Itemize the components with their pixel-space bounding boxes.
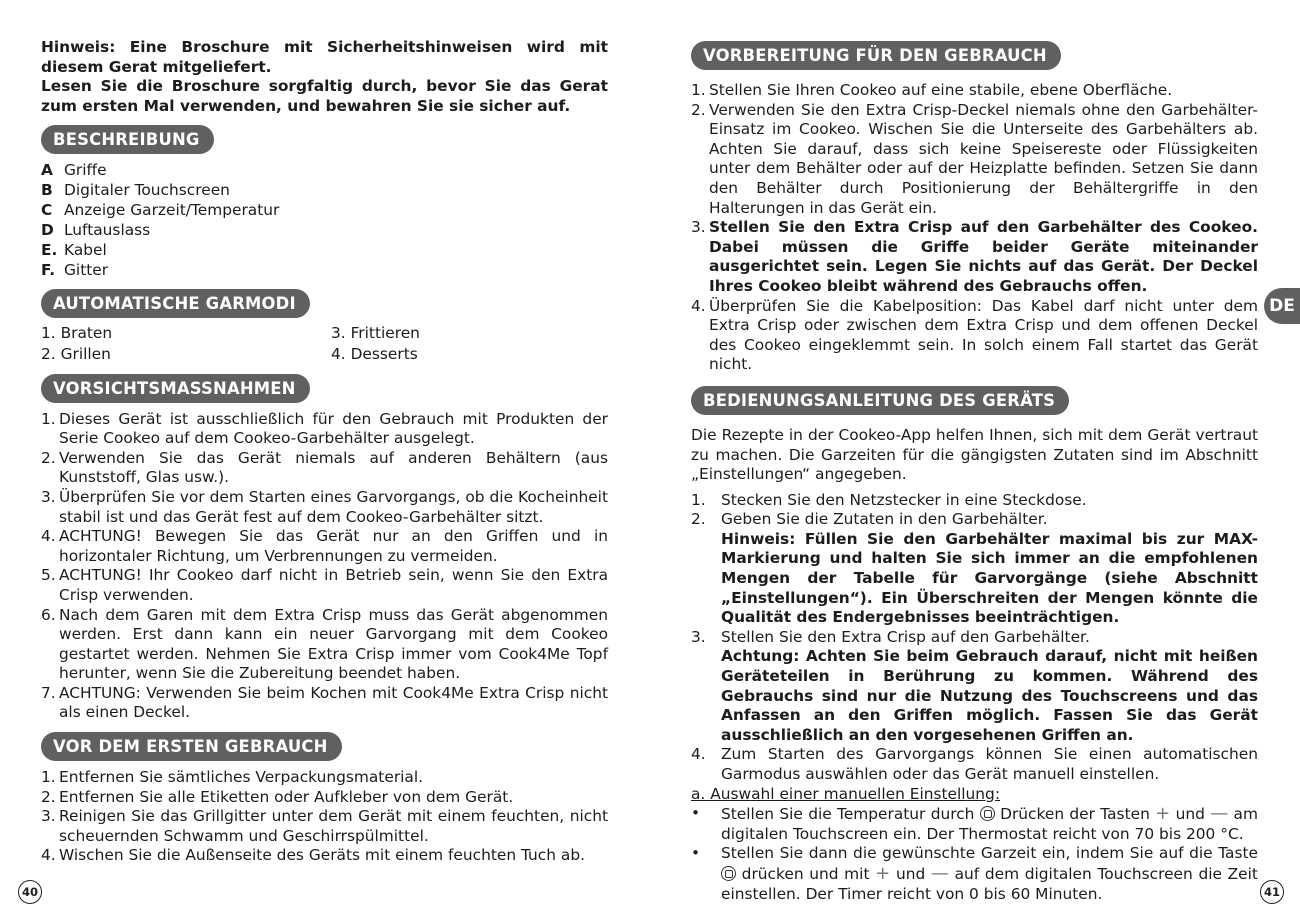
- temperature-button-icon: [980, 806, 995, 821]
- list-item: E. Kabel: [41, 241, 107, 260]
- list-item: 1. Dieses Gerät ist ausschließlich für den Gebrauch mit Produkten der Serie Cookeo auf dem Cookeo-Garbehälter ausgelegt.: [41, 409, 608, 448]
- list-item: 2. Verwenden Sie den Extra Crisp-Deckel niemals ohne den Garbehälter-Einsatz im Cookeo. Wischen Sie die Unterseite des Garbehälters ab. Achten Sie darauf, dass sich keine Speisereste oder Flüssigkeiten unter dem Behälter oder auf der Heizplatte befinden. Setzen Sie dann den Behälter durch Positionierung der Behältergriffe in den Halterungen in das Gerät ein.: [691, 100, 1258, 217]
- list-item: 3. Stellen Sie den Extra Crisp auf den Garbehälter. Achtung: Achten Sie beim Gebrauch darauf, nicht mit heißen Geräteteilen in Berührung zu kommen. Während des Gebrauchs sind nur die Nutzung des Touchscreens und das Anfassen an den Griffen möglich. Fassen Sie das Gerät ausschließlich an den vorgesehenen Griffen an.: [691, 627, 1258, 744]
- list-item: 4. Überprüfen Sie die Kabelposition: Das Kabel darf nicht unter dem Extra Crisp oder zwischen dem Extra Crisp und dem offenen Deckel des Cookeo eingeklemmt sein. In solch einem Fall startet das Gerät nicht.: [691, 296, 1258, 374]
- mode-item: 1. Braten: [41, 324, 113, 343]
- intro-line-1: Hinweis: Eine Broschure mit Sicherheitshinweisen wird mit diesem Gerat mitgeliefert.: [41, 38, 608, 76]
- page-number-right: 41: [1260, 880, 1284, 904]
- step-note: Hinweis: Füllen Sie den Garbehälter maximal bis zur MAX-Markierung und halten Sie sich immer an die empfohlenen Mengen der Tabelle für Garvorgänge (siehe Abschnitt „Einstellungen“). Ein Überschreiten der Mengen könnte die Qualität des Endergebnisses beeinträchtigen.: [721, 529, 1258, 627]
- list-item: 2. Geben Sie die Zutaten in den Garbehälter. Hinweis: Füllen Sie den Garbehälter maximal bis zur MAX-Markierung und halten Sie sich immer an die empfohlenen Mengen der Tabelle für Garvorgänge (siehe Abschnitt „Einstellungen“). Ein Überschreiten der Mengen könnte die Qualität des Endergebnisses beeinträchtigen.: [691, 510, 1258, 627]
- page-number-left: 40: [18, 880, 42, 904]
- section-title-beschreibung: BESCHREIBUNG: [41, 125, 214, 154]
- description-list: [41, 160, 608, 280]
- operation-intro: Die Rezepte in der Cookeo-App helfen Ihnen, sich mit dem Gerät vertraut zu machen. Die Garzeiten für die gängigsten Zutaten sind im Abschnitt „Einstellungen“ angegeben.: [691, 425, 1258, 484]
- step-text: Geben Sie die Zutaten in den Garbehälter.: [721, 510, 1048, 529]
- step-note: Achtung: Achten Sie beim Gebrauch darauf, nicht mit heißen Geräteteilen in Berührung zu kommen. Während des Gebrauchs sind nur die Nutzung des Touchscreens und das Anfassen an den Griffen möglich. Fassen Sie das Gerät ausschließlich an den vorgesehenen Griffen an.: [721, 647, 1258, 744]
- minus-icon: —: [930, 862, 949, 884]
- list-item: 2. Entfernen Sie alle Etiketten oder Aufkleber von dem Gerät.: [41, 787, 514, 806]
- list-item: 3. Überprüfen Sie vor dem Starten eines Garvorgangs, ob die Kocheinheit stabil ist und das Gerät fest auf dem Cookeo-Garbehälter sitzt.: [41, 487, 608, 526]
- plus-icon: +: [1155, 803, 1171, 825]
- minus-icon: —: [1210, 803, 1229, 825]
- list-item: • Stellen Sie die Temperatur durch Drücken der Tasten + und — am digitalen Touchscreen ein. Der Thermostat reicht von 70 bis 200 °C.: [691, 803, 1258, 843]
- mode-item: 2. Grillen: [41, 344, 111, 363]
- language-tab: DE: [1264, 288, 1300, 324]
- list-item: 7. ACHTUNG: Verwenden Sie beim Kochen mit Cook4Me Extra Crisp nicht als einen Deckel.: [41, 683, 608, 722]
- list-item: 3. Stellen Sie den Extra Crisp auf den Garbehälter des Cookeo. Dabei müssen die Griffe beider Geräte miteinander ausgerichtet sein. Legen Sie nichts auf das Gerät. Der Deckel Ihres Cookeo bleibt während des Gebrauchs offen.: [691, 218, 1258, 295]
- list-item: C Anzeige Garzeit/Temperatur: [41, 201, 280, 220]
- step-text: Stellen Sie den Extra Crisp auf den Garbehälter.: [721, 627, 1090, 646]
- safety-intro: [41, 38, 608, 116]
- section-garmodi: [41, 289, 608, 364]
- section-title-vorsicht: VORSICHTSMASSNAHMEN: [41, 374, 310, 403]
- operation-steps: [691, 491, 1258, 785]
- plus-icon: +: [875, 862, 891, 884]
- left-page: [41, 38, 608, 866]
- list-item: 6. Nach dem Garen mit dem Extra Crisp muss das Gerät abgenommen werden. Erst dann kann ein neuer Garvorgang mit dem Cookeo gestartet werden. Nehmen Sie Extra Crisp immer vom Cook4Me Topf herunter, wenn Sie die Zubereitung beendet haben.: [41, 605, 608, 683]
- section-title-bedienung: BEDIENUNGSANLEITUNG DES GERÄTS: [691, 386, 1069, 415]
- cooking-modes: [41, 324, 608, 364]
- manual-setting-bullets: [691, 804, 1258, 904]
- section-beschreibung: [41, 125, 608, 280]
- list-item: 2. Verwenden Sie das Gerät niemals auf anderen Behältern (aus Kunststoff, Glas usw.).: [41, 448, 608, 487]
- section-title-vorbereitung: VORBEREITUNG FÜR DEN GEBRAUCH: [691, 41, 1061, 70]
- list-item: 1. Stecken Sie den Netzstecker in eine Steckdose.: [691, 490, 1087, 509]
- right-page: [691, 41, 1258, 904]
- list-item: 1. Entfernen Sie sämtliches Verpackungsmaterial.: [41, 768, 424, 787]
- list-item: 4. Zum Starten des Garvorgangs können Sie einen automatischen Garmodus auswählen oder das Gerät manuell einstellen.: [691, 745, 1258, 783]
- manual-setting-heading: a. Auswahl einer manuellen Einstellung:: [691, 784, 1001, 803]
- timer-button-icon: [721, 866, 736, 881]
- list-item: A Griffe: [41, 161, 107, 180]
- list-item: 1. Stellen Sie Ihren Cookeo auf eine stabile, ebene Oberfläche.: [691, 81, 1173, 99]
- mode-item: 3. Frittieren: [331, 324, 420, 343]
- list-item: B Digitaler Touchscreen: [41, 181, 230, 200]
- mode-item: 4. Desserts: [331, 344, 418, 363]
- list-item: 5. ACHTUNG! Ihr Cookeo darf nicht in Betrieb sein, wenn Sie den Extra Crisp verwenden.: [41, 566, 608, 604]
- section-bedienung: [691, 386, 1258, 904]
- section-title-erster: VOR DEM ERSTEN GEBRAUCH: [41, 732, 342, 761]
- precautions-list: [41, 410, 608, 724]
- section-vorsicht: [41, 374, 608, 724]
- intro-line-2: Lesen Sie die Broschure sorgfaltig durch, bevor Sie das Gerat zum ersten Mal verwenden, und bewahren Sie sie sicher auf.: [41, 77, 608, 115]
- list-item: F. Gitter: [41, 261, 109, 280]
- section-vorbereitung: [691, 41, 1258, 375]
- list-item: D Luftauslass: [41, 221, 151, 240]
- preparation-list: [691, 81, 1258, 375]
- section-title-garmodi: AUTOMATISCHE GARMODI: [41, 289, 310, 318]
- list-item: 4. ACHTUNG! Bewegen Sie das Gerät nur an den Griffen und in horizontaler Richtung, um Verbrennungen zu vermeiden.: [41, 527, 608, 565]
- list-item: • Stellen Sie dann die gewünschte Garzeit ein, indem Sie auf die Taste drücken und mit + und — auf dem digitalen Touchscreen die Zeit einstellen. Der Timer reicht von 0 bis 60 Minuten.: [691, 844, 1258, 903]
- list-item: 4. Wischen Sie die Außenseite des Geräts mit einem feuchten Tuch ab.: [41, 846, 586, 865]
- list-item: 3. Reinigen Sie das Grillgitter unter dem Gerät mit einem feuchten, nicht scheuernden Schwamm und Geschirrspülmittel.: [41, 807, 608, 845]
- section-erster-gebrauch: [41, 732, 608, 866]
- first-use-list: [41, 768, 608, 866]
